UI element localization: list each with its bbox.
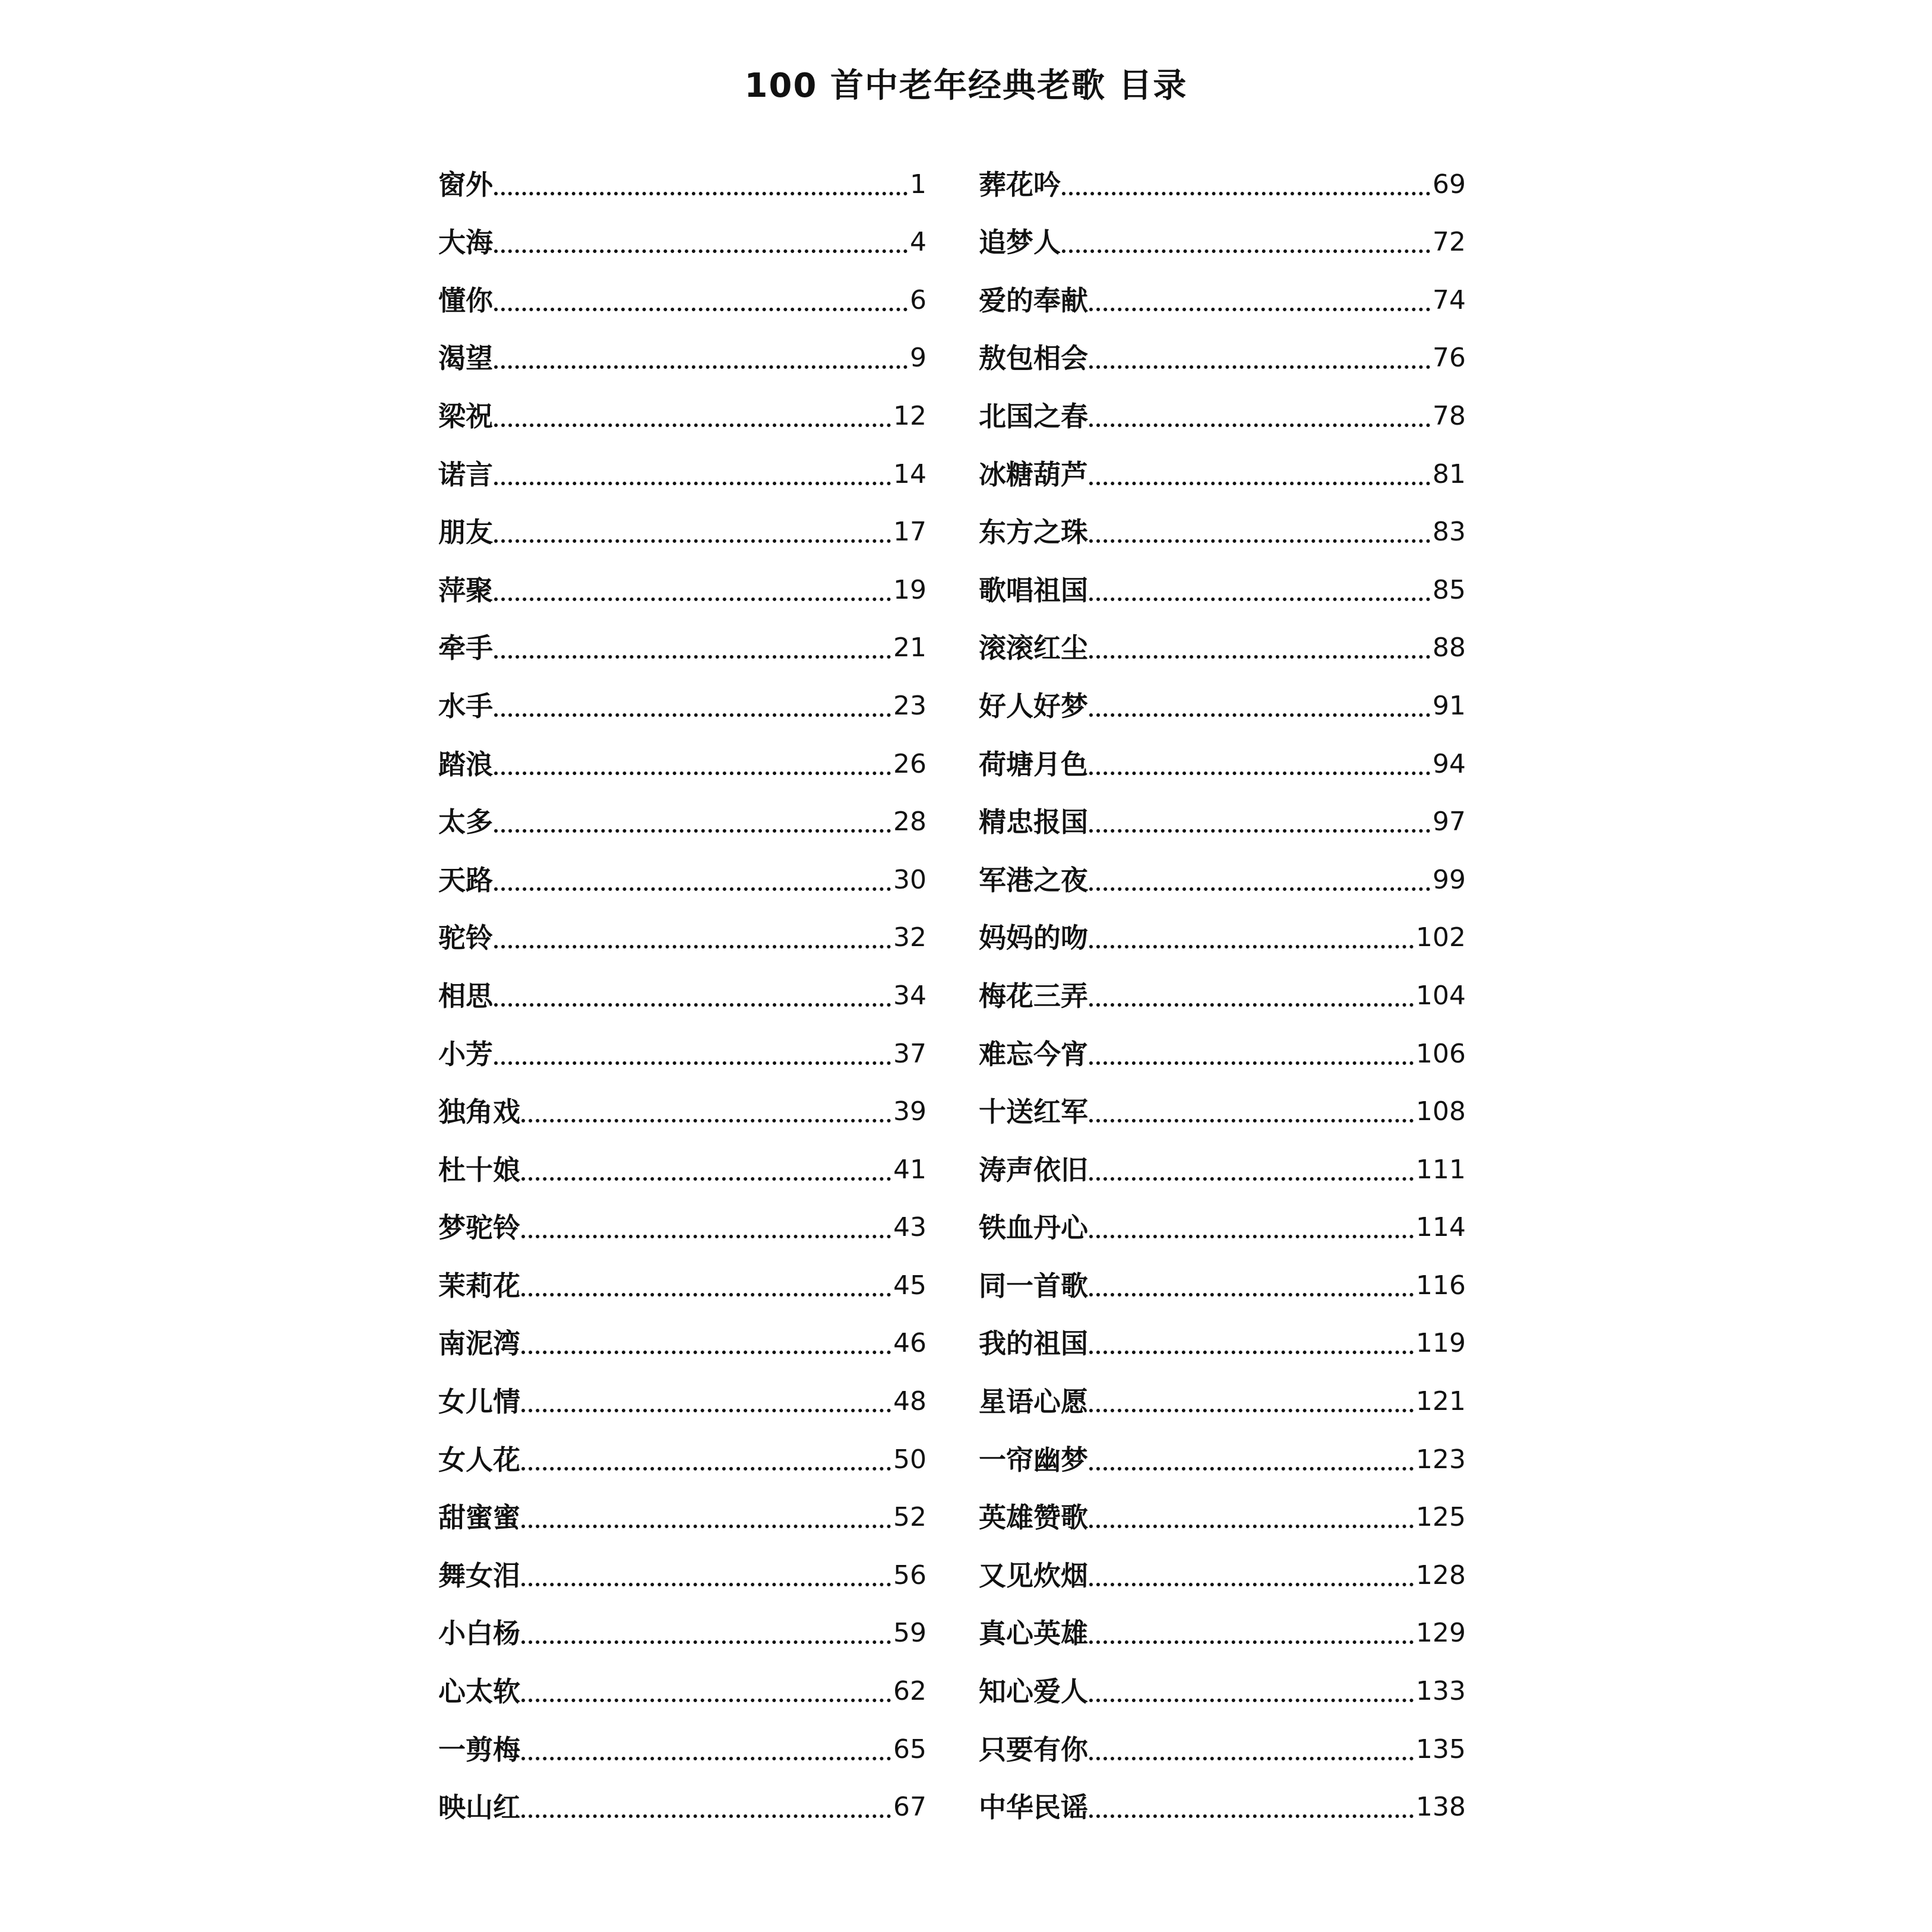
dot-leader	[521, 1814, 891, 1818]
toc-entry-title: 爱的奉献	[979, 284, 1088, 317]
toc-entry[interactable]	[979, 492, 1466, 551]
toc-entry[interactable]	[438, 144, 927, 203]
dot-leader	[1089, 945, 1414, 948]
toc-entry[interactable]	[438, 260, 927, 318]
toc-entry-page-number: 17	[893, 517, 927, 548]
toc-entry-page-number: 9	[910, 343, 927, 374]
toc-entry-title: 铁血丹心	[979, 1212, 1088, 1244]
toc-entry-title: 窗外	[438, 168, 493, 201]
dot-leader	[521, 1177, 891, 1181]
toc-entry-title: 中华民谣	[979, 1791, 1088, 1824]
dot-leader	[494, 539, 891, 543]
toc-entry[interactable]	[979, 318, 1466, 377]
dot-leader	[1089, 655, 1430, 659]
toc-entry-title: 茉莉花	[438, 1269, 520, 1302]
toc-entry-page-number: 46	[893, 1328, 927, 1359]
toc-entry[interactable]	[979, 666, 1466, 724]
dot-leader	[1089, 1583, 1414, 1586]
toc-entry-title: 相思	[438, 979, 493, 1012]
toc-entry[interactable]	[438, 1478, 927, 1536]
toc-entry-title: 十送红军	[979, 1096, 1088, 1128]
dot-leader	[1089, 1699, 1414, 1702]
dot-leader	[521, 1235, 891, 1238]
toc-entry[interactable]	[979, 1651, 1466, 1709]
toc-entry-title: 同一首歌	[979, 1269, 1088, 1302]
toc-entry-page-number: 102	[1416, 922, 1466, 953]
dot-leader	[494, 482, 891, 485]
toc-entry[interactable]	[979, 1419, 1466, 1478]
toc-entry[interactable]	[979, 144, 1466, 203]
toc-entry-title: 精忠报国	[979, 806, 1088, 839]
toc-entry-page-number: 104	[1416, 980, 1466, 1011]
dot-leader	[1089, 1351, 1414, 1354]
toc-entry-title: 杜十娘	[438, 1153, 520, 1186]
dot-leader	[494, 308, 907, 311]
toc-entry-title: 歌唱祖国	[979, 574, 1088, 606]
toc-entry[interactable]	[979, 1709, 1466, 1767]
toc-entry[interactable]	[438, 492, 927, 551]
dot-leader	[494, 1003, 891, 1007]
toc-entry-page-number: 30	[893, 864, 927, 895]
toc-entry-page-number: 121	[1416, 1386, 1466, 1417]
toc-entry-title: 冰糖葫芦	[979, 458, 1088, 491]
toc-entry[interactable]	[438, 1304, 927, 1362]
toc-entry-page-number: 125	[1416, 1502, 1466, 1533]
toc-entry[interactable]	[438, 1130, 927, 1188]
toc-entry[interactable]	[979, 1535, 1466, 1593]
dot-leader	[1089, 1640, 1414, 1644]
dot-leader	[494, 887, 891, 891]
toc-entry-page-number: 56	[893, 1560, 927, 1590]
dot-leader	[521, 1525, 891, 1528]
toc-entry-page-number: 116	[1416, 1270, 1466, 1301]
toc-entry-page-number: 123	[1416, 1444, 1466, 1475]
toc-entry[interactable]	[979, 1361, 1466, 1419]
toc-entry-title: 太多	[438, 806, 493, 839]
toc-entry[interactable]	[438, 1593, 927, 1652]
toc-entry[interactable]	[438, 782, 927, 840]
toc-entry[interactable]	[979, 550, 1466, 608]
toc-entry-page-number: 37	[893, 1038, 927, 1069]
dot-leader	[521, 1351, 891, 1354]
toc-entry-title: 梁祝	[438, 400, 493, 432]
dot-leader	[1089, 365, 1430, 369]
toc-entry[interactable]	[979, 1130, 1466, 1188]
dot-leader	[521, 1119, 891, 1122]
toc-entry[interactable]	[979, 203, 1466, 261]
dot-leader	[1089, 1814, 1414, 1818]
toc-entry-page-number: 1	[910, 169, 927, 200]
dot-leader	[1062, 249, 1430, 253]
toc-entry-title: 敖包相会	[979, 342, 1088, 375]
toc-entry-title: 心太软	[438, 1675, 520, 1708]
dot-leader	[1089, 1003, 1414, 1007]
toc-entry-title: 知心爱人	[979, 1675, 1088, 1708]
dot-leader	[1089, 482, 1430, 485]
toc-entry[interactable]	[979, 1304, 1466, 1362]
toc-entry-page-number: 97	[1433, 807, 1466, 837]
toc-entry[interactable]	[438, 1535, 927, 1593]
dot-leader	[521, 1757, 891, 1760]
toc-entry-title: 好人好梦	[979, 690, 1088, 722]
toc-entry[interactable]	[979, 1072, 1466, 1130]
dot-leader	[521, 1409, 891, 1412]
toc-entry[interactable]	[438, 1014, 927, 1072]
dot-leader	[1089, 1293, 1414, 1297]
toc-entry-title: 独角戏	[438, 1096, 520, 1128]
toc-entry-page-number: 65	[893, 1734, 927, 1765]
toc-entry-page-number: 119	[1416, 1328, 1466, 1359]
toc-entry-page-number: 43	[893, 1212, 927, 1243]
toc-entry-title: 女儿情	[438, 1386, 520, 1418]
toc-entry-title: 一剪梅	[438, 1733, 520, 1766]
toc-entry-title: 真心英雄	[979, 1617, 1088, 1650]
toc-entry-page-number: 48	[893, 1386, 927, 1417]
toc-entry-page-number: 135	[1416, 1734, 1466, 1765]
dot-leader	[1089, 829, 1430, 833]
toc-entry[interactable]	[438, 376, 927, 434]
toc-entry-title: 梦驼铃	[438, 1212, 520, 1244]
toc-entry-title: 甜蜜蜜	[438, 1501, 520, 1534]
toc-entry-title: 荷塘月色	[979, 748, 1088, 780]
toc-entry-title: 朋友	[438, 516, 493, 549]
dot-leader	[1089, 539, 1430, 543]
dot-leader	[1089, 597, 1430, 601]
toc-entry-page-number: 81	[1433, 459, 1466, 489]
toc-entry[interactable]	[438, 724, 927, 782]
toc-entry-title: 舞女泪	[438, 1559, 520, 1592]
toc-entry-page-number: 83	[1433, 517, 1466, 548]
dot-leader	[1089, 1525, 1414, 1528]
toc-column-right	[979, 144, 1466, 1825]
toc-entry-page-number: 14	[893, 459, 927, 489]
toc-entry-page-number: 129	[1416, 1618, 1466, 1649]
toc-entry-title: 渴望	[438, 342, 493, 375]
toc-entry[interactable]	[438, 1188, 927, 1246]
toc-entry-page-number: 67	[893, 1792, 927, 1823]
toc-entry-title: 我的祖国	[979, 1327, 1088, 1360]
toc-entry[interactable]	[438, 318, 927, 377]
toc-entry-page-number: 74	[1433, 284, 1466, 315]
toc-entry-page-number: 41	[893, 1154, 927, 1185]
dot-leader	[494, 365, 907, 369]
dot-leader	[521, 1640, 891, 1644]
toc-entry[interactable]	[438, 1651, 927, 1709]
toc-entry-page-number: 21	[893, 633, 927, 663]
toc-column-left	[438, 144, 927, 1825]
toc-entry-page-number: 91	[1433, 690, 1466, 721]
toc-entry[interactable]	[979, 956, 1466, 1014]
toc-entry[interactable]	[438, 898, 927, 956]
dot-leader	[1089, 713, 1430, 717]
toc-entry[interactable]	[979, 1188, 1466, 1246]
dot-leader	[521, 1293, 891, 1297]
page-title: 100 首中老年经典老歌 目录	[744, 67, 1188, 105]
toc-entry[interactable]	[979, 434, 1466, 492]
dot-leader	[1089, 1177, 1414, 1181]
toc-entry[interactable]	[438, 203, 927, 261]
toc-entry[interactable]	[438, 1419, 927, 1478]
dot-leader	[1089, 1467, 1414, 1471]
toc-entry-title: 葬花吟	[979, 168, 1061, 201]
toc-entry-title: 妈妈的吻	[979, 922, 1088, 954]
toc-entry[interactable]	[438, 840, 927, 898]
toc-entry-page-number: 32	[893, 922, 927, 953]
toc-entry-title: 小白杨	[438, 1617, 520, 1650]
toc-entry-title: 英雄赞歌	[979, 1501, 1088, 1534]
toc-entry-page-number: 59	[893, 1618, 927, 1649]
toc-entry-title: 映山红	[438, 1791, 520, 1824]
toc-entry-page-number: 26	[893, 748, 927, 779]
toc-entry-page-number: 4	[910, 227, 927, 258]
toc-entry-page-number: 108	[1416, 1096, 1466, 1127]
toc-entry-title: 踏浪	[438, 748, 493, 780]
toc-entry-page-number: 78	[1433, 400, 1466, 431]
toc-entry-page-number: 45	[893, 1270, 927, 1301]
toc-entry-page-number: 138	[1416, 1792, 1466, 1823]
toc-entry-title: 涛声依旧	[979, 1153, 1088, 1186]
toc-entry[interactable]	[979, 1014, 1466, 1072]
toc-entry-page-number: 111	[1416, 1154, 1466, 1185]
toc-entry[interactable]	[979, 608, 1466, 666]
toc-entry-title: 懂你	[438, 284, 493, 317]
dot-leader	[1089, 1119, 1414, 1122]
toc-entry-title: 牵手	[438, 632, 493, 665]
toc-entry-page-number: 133	[1416, 1676, 1466, 1707]
toc-entry[interactable]	[438, 1245, 927, 1304]
toc-entry-title: 驼铃	[438, 922, 493, 954]
dot-leader	[1089, 1757, 1414, 1760]
dot-leader	[521, 1467, 891, 1471]
dot-leader	[494, 423, 891, 427]
dot-leader	[494, 597, 891, 601]
dot-leader	[494, 945, 891, 948]
toc-entry[interactable]	[438, 1709, 927, 1767]
toc-entry[interactable]	[979, 1245, 1466, 1304]
toc-entry[interactable]	[438, 956, 927, 1014]
toc-entry-page-number: 19	[893, 574, 927, 605]
toc-entry-title: 难忘今宵	[979, 1038, 1088, 1070]
toc-entry-page-number: 85	[1433, 574, 1466, 605]
toc-entry-page-number: 12	[893, 400, 927, 431]
toc-entry-page-number: 50	[893, 1444, 927, 1475]
toc-entry-title: 滚滚红尘	[979, 632, 1088, 665]
toc-entry-page-number: 52	[893, 1502, 927, 1533]
toc-entry[interactable]	[438, 608, 927, 666]
toc-entry[interactable]	[438, 434, 927, 492]
dot-leader	[1089, 1409, 1414, 1412]
toc-entry[interactable]	[979, 376, 1466, 434]
toc-entry[interactable]	[438, 1361, 927, 1419]
toc-entry-title: 女人花	[438, 1443, 520, 1476]
toc-entry-page-number: 62	[893, 1676, 927, 1707]
toc-entry[interactable]	[979, 1767, 1466, 1826]
dot-leader	[1089, 1235, 1414, 1238]
dot-leader	[494, 829, 891, 833]
toc-entry[interactable]	[979, 724, 1466, 782]
toc-entry-page-number: 28	[893, 807, 927, 837]
toc-entry-page-number: 72	[1433, 227, 1466, 258]
toc-entry-title: 小芳	[438, 1038, 493, 1070]
dot-leader	[521, 1699, 891, 1702]
dot-leader	[494, 192, 907, 195]
dot-leader	[494, 1061, 891, 1065]
toc-entry-page-number: 128	[1416, 1560, 1466, 1590]
toc-entry-title: 只要有你	[979, 1733, 1088, 1766]
toc-entry-page-number: 6	[910, 284, 927, 315]
toc-entry-title: 萍聚	[438, 574, 493, 606]
toc-entry[interactable]	[979, 898, 1466, 956]
toc-entry-title: 北国之春	[979, 400, 1088, 432]
dot-leader	[521, 1583, 891, 1586]
toc-entry-page-number: 106	[1416, 1038, 1466, 1069]
toc-entry-title: 东方之珠	[979, 516, 1088, 549]
toc-entry-page-number: 114	[1416, 1212, 1466, 1243]
toc-entry-page-number: 88	[1433, 633, 1466, 663]
toc-entry-title: 追梦人	[979, 226, 1061, 259]
toc-entry-title: 军港之夜	[979, 864, 1088, 896]
dot-leader	[1089, 423, 1430, 427]
dot-leader	[494, 249, 907, 253]
toc-entry[interactable]	[979, 840, 1466, 898]
dot-leader	[1062, 192, 1430, 195]
toc-entry-page-number: 76	[1433, 343, 1466, 374]
toc-entry[interactable]	[438, 1767, 927, 1826]
toc-entry[interactable]	[438, 550, 927, 608]
toc-entry-title: 诺言	[438, 458, 493, 491]
toc-entry[interactable]	[979, 1478, 1466, 1536]
toc-entry-page-number: 99	[1433, 864, 1466, 895]
dot-leader	[494, 771, 891, 775]
toc-entry[interactable]	[979, 1593, 1466, 1652]
toc-entry-title: 星语心愿	[979, 1386, 1088, 1418]
toc-entry[interactable]	[979, 782, 1466, 840]
toc-entry[interactable]	[438, 1072, 927, 1130]
toc-entry-page-number: 34	[893, 980, 927, 1011]
dot-leader	[1089, 771, 1430, 775]
toc-entry-title: 大海	[438, 226, 493, 259]
toc-entry-title: 梅花三弄	[979, 979, 1088, 1012]
dot-leader	[1089, 308, 1430, 311]
toc-entry[interactable]	[438, 666, 927, 724]
dot-leader	[1089, 1061, 1414, 1065]
dot-leader	[494, 713, 891, 717]
toc-entry-page-number: 23	[893, 690, 927, 721]
toc-entry-title: 天路	[438, 864, 493, 896]
dot-leader	[494, 655, 891, 659]
dot-leader	[1089, 887, 1430, 891]
toc-entry-page-number: 39	[893, 1096, 927, 1127]
toc-entry-title: 水手	[438, 690, 493, 722]
toc-entry[interactable]	[979, 260, 1466, 318]
toc-entry-title: 又见炊烟	[979, 1559, 1088, 1592]
toc-entry-title: 一帘幽梦	[979, 1443, 1088, 1476]
toc-entry-title: 南泥湾	[438, 1327, 520, 1360]
toc-entry-page-number: 69	[1433, 169, 1466, 200]
toc-entry-page-number: 94	[1433, 748, 1466, 779]
